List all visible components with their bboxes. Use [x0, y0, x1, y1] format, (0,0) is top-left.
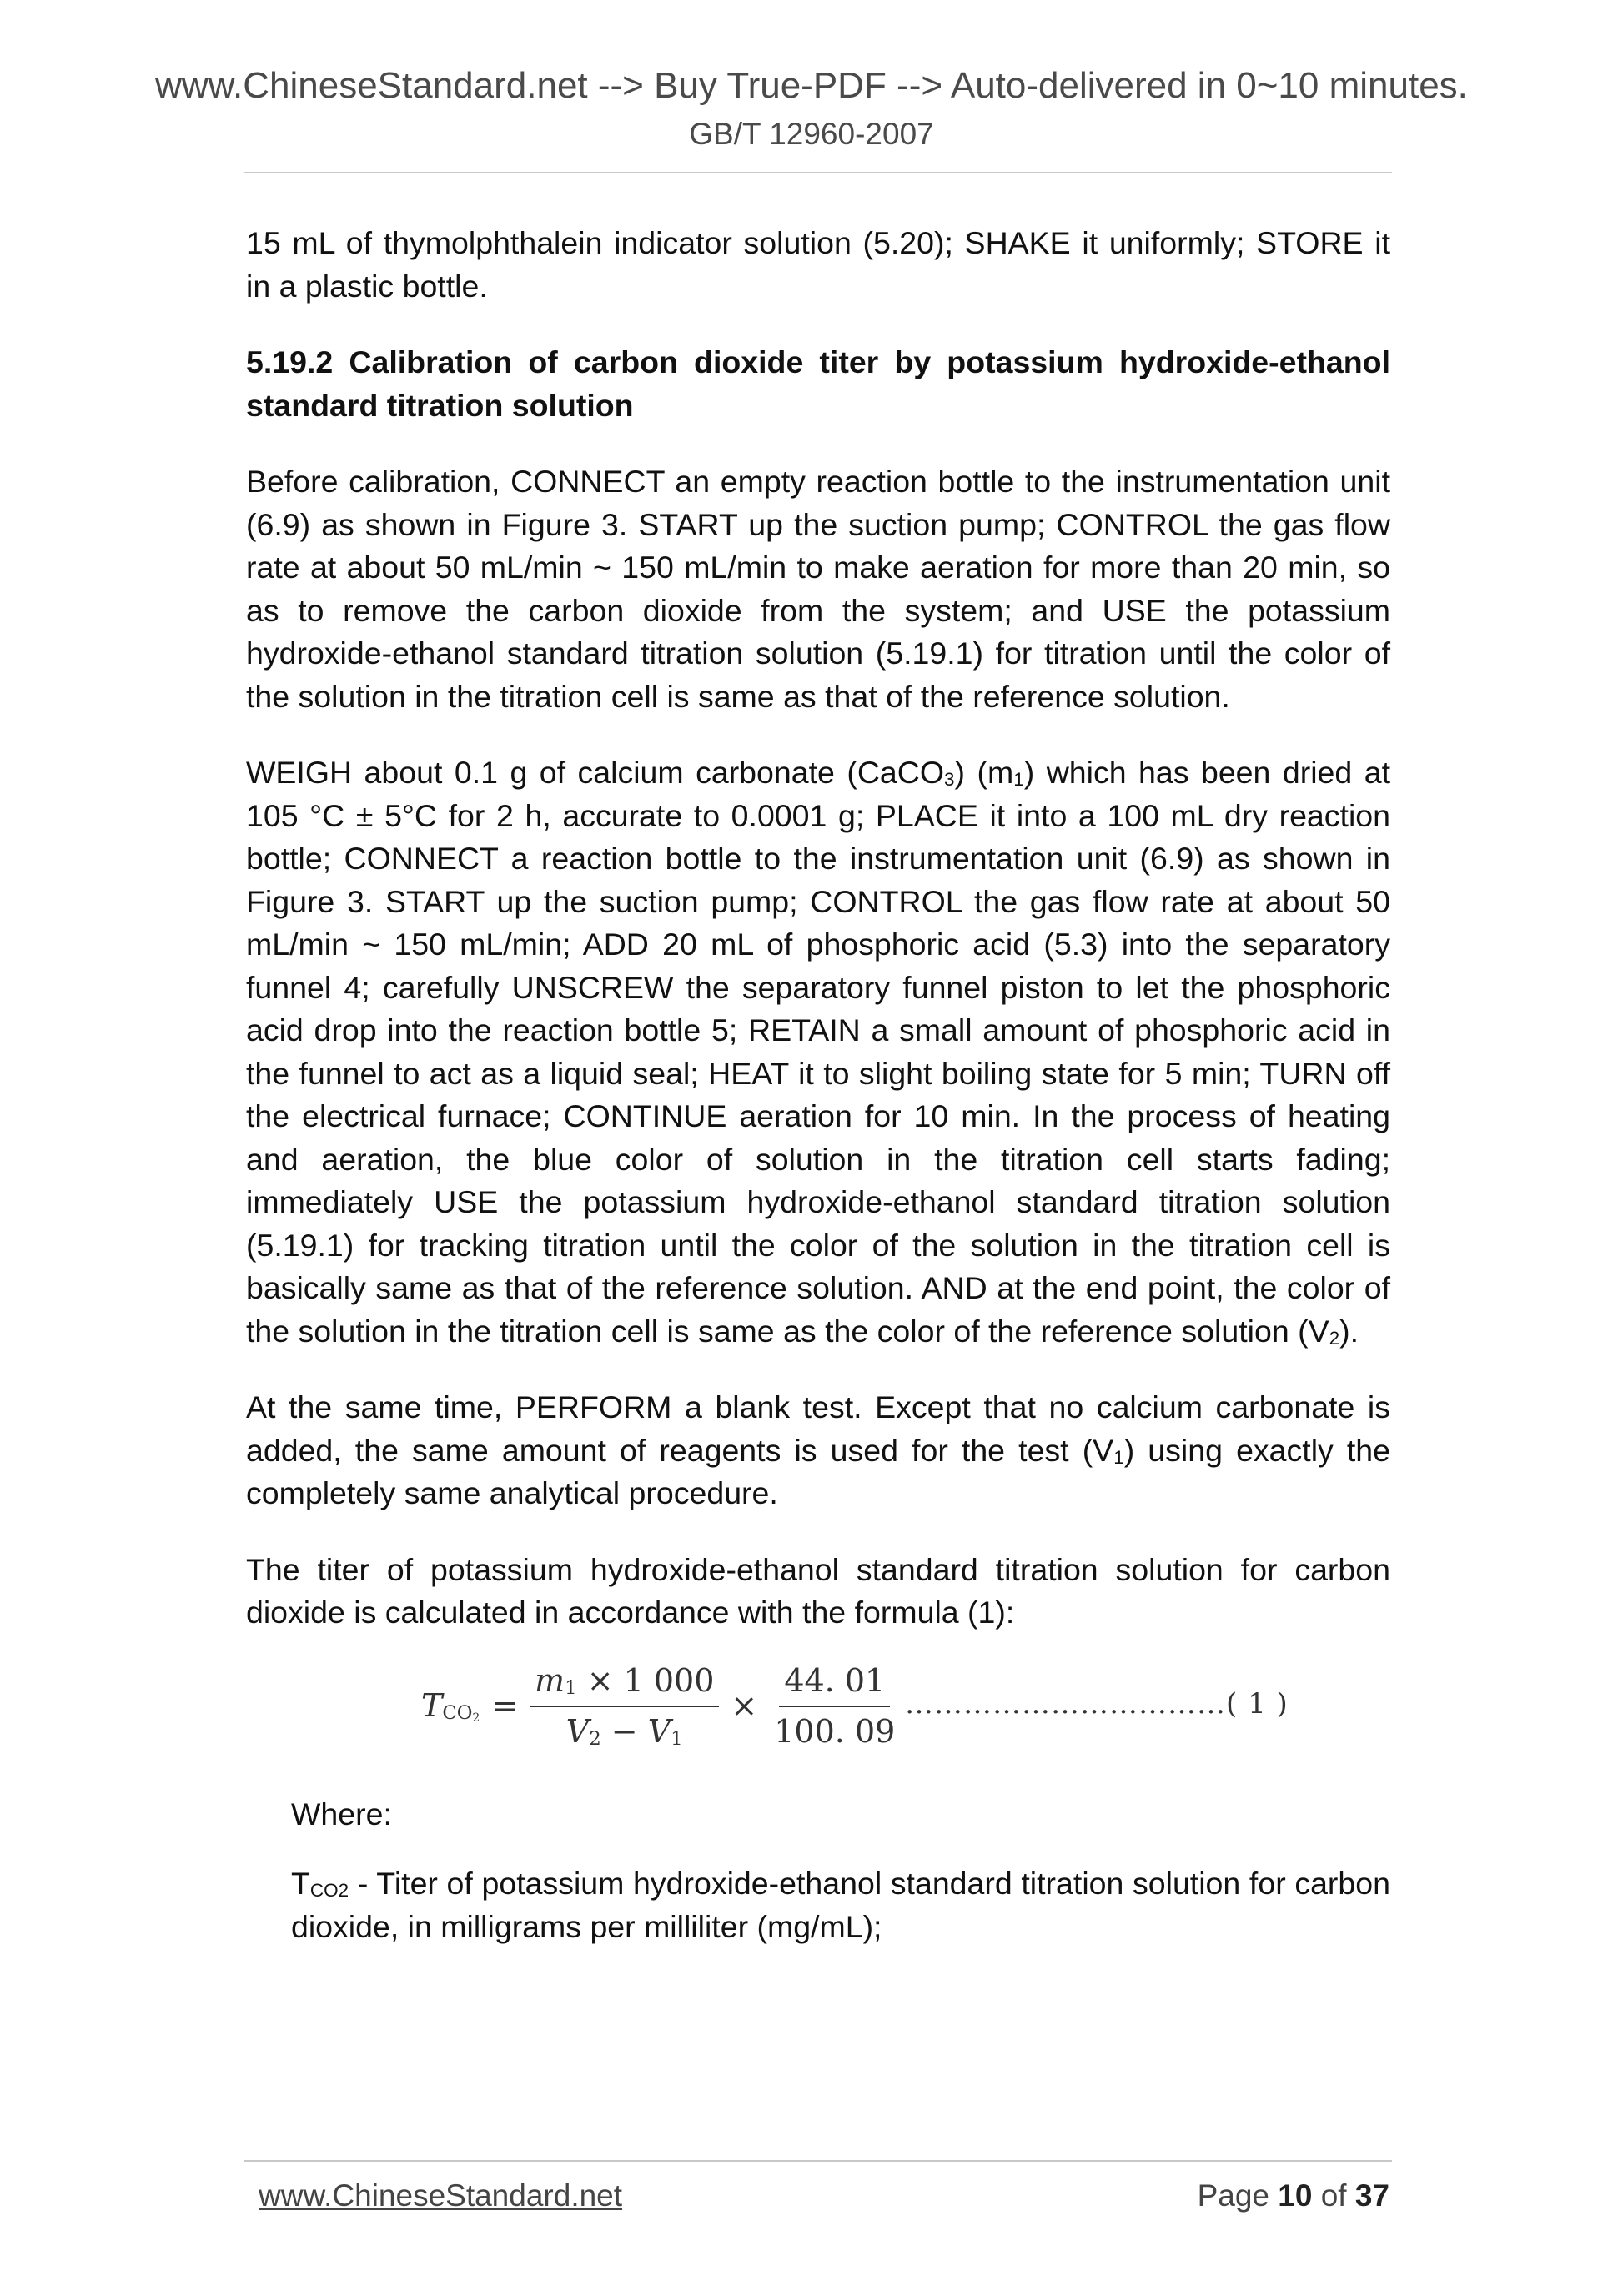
header-divider [244, 172, 1392, 173]
formula-number: ……………………………( 1 ) [905, 1686, 1289, 1721]
formula-equals: = [491, 1687, 519, 1725]
formula-fraction-1: $\frac{m_1 \times 1 000}{V_2 - V_1}$ [530, 1660, 719, 1754]
paragraph-before-calibration: Before calibration, CONNECT an empty reaction bottle to the instrumentation unit (6.9) as shown in Figure 3. START up the suction pump; CONTROL the gas flow rate at about 50 mL/min ~ 150 mL/min to make aeration for more than 20 min, so as to remove the carbon dioxide from the system; and USE the potassium hydroxide-ethanol standard titration solution (5.19.1) for titration until the color of the solution in the titration cell is same as that of the reference solution. [246, 464, 1390, 714]
formula-lhs: $T_{CO_2}$ [421, 1687, 480, 1726]
paragraph-blank-test: At the same time, PERFORM a blank test. Except that no calcium carbonate is added, the same amount of reagents is used for the test $(V_1)$ using exactly the completely same analytical procedure. [246, 1389, 1391, 1510]
formula-times: × [731, 1687, 758, 1725]
where-label: Where: [291, 1796, 392, 1831]
footer-page-number: Page 10 of 37 [1197, 2178, 1389, 2213]
footer-website-link[interactable]: www.ChineseStandard.net [259, 2178, 623, 2213]
document-body [246, 222, 1390, 1982]
paragraph-titer-intro: The titer of potassium hydroxide-ethanol standard titration solution for carbon dioxide is calculated in accordance with the formula (1): [246, 1551, 1390, 1630]
paragraph-weigh: WEIGH about 0.1 g of calcium carbonate (CaCO$_3$) $(m_1)$ which has been dried at 105 °C ± 5°C for 2 h, accurate to 0.0001 g; PLACE it into a 100 mL dry reaction bottle; CONNECT a reaction bottle to the instrumentation unit (6.9) as shown in Figure 3. START up the suction pump; CONTROL the gas flow rate at about 50 mL/min ~ 150 mL/min; ADD 20 mL of phosphoric acid (5.3) into the separatory funnel 4; carefully UNSCREW the separatory funnel piston to let the phosphoric acid drop into the reaction bottle 5; RETAIN a small amount of phosphoric acid in the funnel to act as a liquid seal; HEAT it to slight boiling state for 5 min; TURN off the electrical furnace; CONTINUE aeration for 10 min. In the process of heating and aeration, the blue color of solution in the titration cell starts fading; immediately USE the potassium hydroxide-ethanol standard titration solution (5.19.1) for tracking titration until the color of the solution in the titration cell is basically same as that of the reference solution. AND at the end point, the color of the solution in the titration cell is same as the color of the reference solution $(V_2)$. [246, 755, 1390, 1349]
header-banner[interactable]: www.ChineseStandard.net --> Buy True-PDF --> Auto-delivered in 0~10 minutes. [155, 65, 1468, 106]
header-standard-number: GB/T 12960-2007 [689, 117, 934, 151]
formula-fraction-2: $\frac{44. 01}{100. 09}$ [769, 1660, 900, 1754]
section-heading: 5.19.2 Calibration of carbon dioxide titer by potassium hydroxide-ethanol standard titration solution [246, 344, 1390, 423]
paragraph-continued: 15 mL of thymolphthalein indicator solution (5.20); SHAKE it uniformly; STORE it in a plastic bottle. [246, 225, 1390, 304]
formula-expression [421, 1660, 900, 1754]
formula-1 [246, 1655, 1390, 1763]
definition-tco2: $T_{CO2}$ - Titer of potassium hydroxide-ethanol standard titration solution for carbon dioxide, in milligrams per milliliter (mg/mL); [291, 1866, 1390, 1944]
footer-divider [244, 2160, 1392, 2162]
